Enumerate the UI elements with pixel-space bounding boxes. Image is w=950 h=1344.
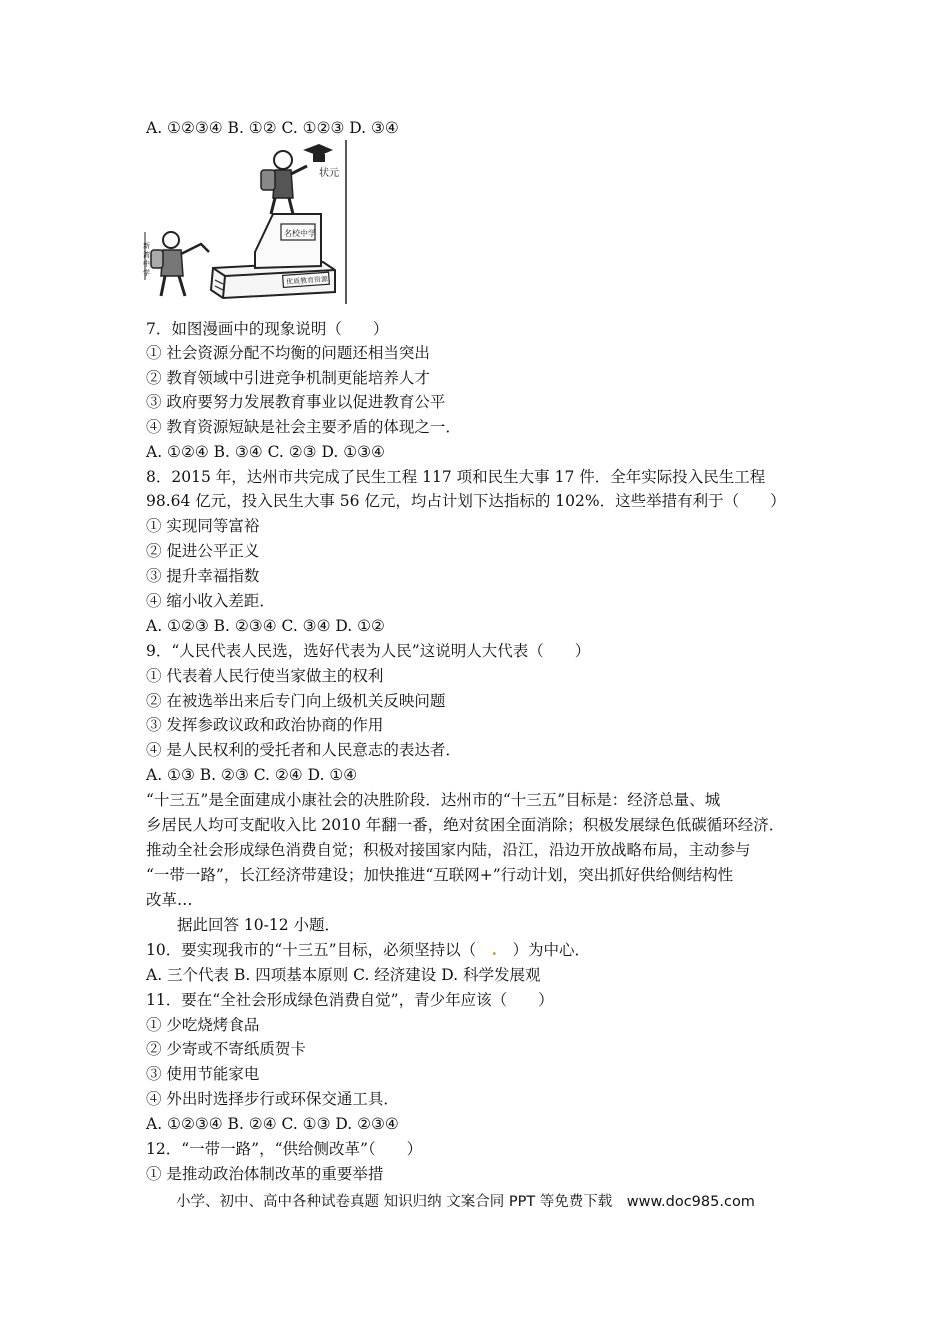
q8-options: A. ①②③ B. ②③④ C. ③④ D. ①② [146, 617, 385, 635]
q8-item-4: ④ 缩小收入差距． [146, 592, 275, 610]
svg-text:中: 中 [143, 260, 150, 268]
q9-item-4: ④ 是人民权利的受托者和人民意志的表达者． [146, 741, 461, 759]
q9-item-1: ① 代表着人民行使当家做主的权利 [146, 667, 384, 685]
q8-item-3: ③ 提升幸福指数 [146, 567, 260, 585]
svg-text:学: 学 [143, 269, 150, 277]
q11-stem: 11．要在“全社会形成绿色消费自觉”，青少年应该（ ） [146, 991, 554, 1009]
passage-line-2: 乡居民人均可支配收入比 2010 年翻一番，绝对贫困全面消除；积极发展绿色低碳循环经济． [146, 816, 785, 834]
q9-stem: 9．“人民代表人民选，选好代表为人民”这说明人大代表（ ） [146, 642, 591, 660]
q10-stem-tail: ）为中心． [496, 941, 590, 959]
q10-stem [146, 939, 590, 961]
q11-item-3: ③ 使用节能家电 [146, 1065, 260, 1083]
passage-instruction: 据此回答 10-12 小题． [146, 916, 341, 934]
svg-text:状元: 状元 [319, 168, 339, 179]
passage-line-4: “一带一路”，长江经济带建设；加快推进“互联网+”行动计划，突出抓好供给侧结构性 [146, 866, 734, 884]
q7-item-4: ④ 教育资源短缺是社会主要矛盾的体现之一． [146, 418, 461, 436]
passage-line-3: 推动全社会形成绿色消费自觉；积极对接国家内陆，沿江，沿边开放战略布局，主动参与 [146, 841, 751, 859]
svg-text:优质教育资源: 优质教育资源 [285, 275, 329, 287]
q10-options: A. 三个代表 B. 四项基本原则 C. 经济建设 D. 科学发展观 [146, 966, 541, 984]
passage-line-5: 改革… [146, 891, 193, 909]
q11-item-2: ② 少寄或不寄纸质贺卡 [146, 1040, 306, 1058]
q7-item-1: ① 社会资源分配不均衡的问题还相当突出 [146, 344, 430, 362]
q12-item-1: ① 是推动政治体制改革的重要举措 [146, 1165, 384, 1183]
q12-stem: 12．“一带一路”，“供给侧改革”（ ） [146, 1140, 423, 1158]
cartoon-image [143, 140, 348, 304]
svg-text:湾: 湾 [143, 251, 150, 259]
page-footer: 小学、初中、高中各种试卷真题 知识归纳 文案合同 PPT 等免费下载 www.doc985.com [176, 1194, 755, 1210]
q7-item-3: ③ 政府要努力发展教育事业以促进教育公平 [146, 393, 446, 411]
q11-item-1: ① 少吃烧烤食品 [146, 1016, 260, 1034]
q9-item-3: ③ 发挥参政议政和政治协商的作用 [146, 716, 384, 734]
q6-options: A. ①②③④ B. ①② C. ①②③ D. ③④ [146, 119, 399, 137]
q9-options: A. ①③ B. ②③ C. ②④ D. ①④ [146, 766, 358, 784]
q9-item-2: ② 在被选举出来后专门向上级机关反映问题 [146, 692, 446, 710]
q8-item-1: ① 实现同等富裕 [146, 517, 260, 535]
q7-item-2: ② 教育领域中引进竞争机制更能培养人才 [146, 369, 430, 387]
q11-options: A. ①②③④ B. ②④ C. ①③ D. ②③④ [146, 1115, 399, 1133]
svg-text:名校中学: 名校中学 [284, 229, 316, 238]
q8-stem-line-2: 98.64 亿元，投入民生大事 56 亿元，均占计划下达指标的 102%．这些举措有利于（ ） [146, 492, 786, 510]
q8-item-2: ② 促进公平正义 [146, 542, 260, 560]
svg-text:新: 新 [143, 242, 150, 250]
passage-line-1: “十三五”是全面建成小康社会的决胜阶段．达州市的“十三五”目标是：经济总量、城 [146, 791, 721, 809]
q11-item-4: ④ 外出时选择步行或环保交通工具． [146, 1090, 399, 1108]
q10-answer-dot: . [491, 940, 497, 959]
q7-options: A. ①②④ B. ③④ C. ②③ D. ①③④ [146, 443, 385, 461]
q8-stem-line-1: 8．2015 年，达州市共完成了民生工程 117 项和民生大事 17 件．全年实际投入民生工程 [146, 468, 766, 486]
q10-stem-head: 10．要实现我市的“十三五”目标，必须坚持以（ [146, 941, 492, 959]
q7-stem: 7．如图漫画中的现象说明（ ） [146, 320, 389, 338]
